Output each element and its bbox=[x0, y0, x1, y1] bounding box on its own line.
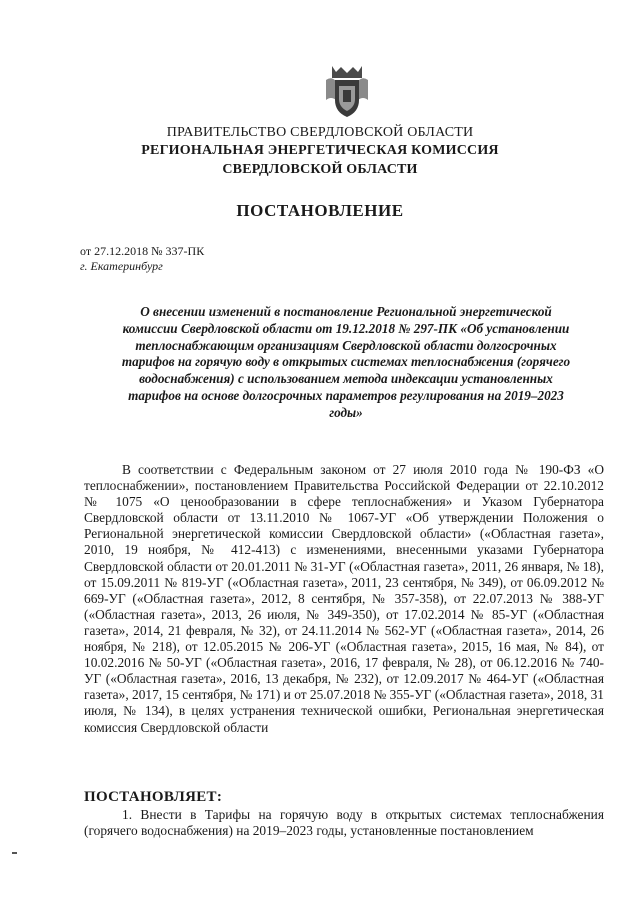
coat-of-arms-emblem bbox=[322, 62, 372, 120]
document-type-title: ПОСТАНОВЛЕНИЕ bbox=[236, 201, 404, 220]
document-city: г. Екатеринбург bbox=[80, 259, 163, 273]
commission-name: РЕГИОНАЛЬНАЯ ЭНЕРГЕТИЧЕСКАЯ КОМИССИЯ bbox=[141, 143, 499, 158]
decree-item-1: 1. Внести в Тарифы на горячую воду в открытых системах теплоснабжения (горячего водоснабжения) на 2019–2023 годы, установленные постановлением bbox=[84, 807, 604, 839]
decree-keyword: ПОСТАНОВЛЯЕТ: bbox=[84, 789, 223, 805]
region-name: СВЕРДЛОВСКОЙ ОБЛАСТИ bbox=[222, 162, 418, 177]
scan-speck bbox=[12, 852, 17, 854]
preamble-paragraph: В соответствии с Федеральным законом от 27 июля 2010 года № 190-ФЗ «О теплоснабжении», постановлением Правительства Российской Федерации от 22.10.2012 № 1075 «О ценообразовании в сфере теплоснабжения» и Указом Губернатора Свердловской области от 13.11.2010 № 1067-УГ «Об утверждении Положения о Региональной энергетической комиссии Свердловской области» («Областная газета», 2010, 19 ноября, № 412-413) с изменениями, внесенными указами Губернатора Свердловской области от 20.01.2011 № 31-УГ («Областная газета», 2011, 26 января, № 18), от 15.09.2011 № 819-УГ («Областная газета», 2011, 23 сентября, № 349), от 06.09.2012 № 669-УГ («Областная газета», 2012, 8 сентября, № 357-358), от 22.07.2013 № 388-УГ («Областная газета», 2013, 26 июля, № 349-350), от 17.02.2014 № 85-УГ («Областная газета», 2014, 21 февраля, № 32), от 24.11.2014 № 562-УГ («Областная газета», 2014, 26 ноября, № 218), от 12.05.2015 № 206-УГ («Областная газета», 2015, 16 мая, № 84), от 10.02.2016 № 50-УГ («Областная газета», 2016, 17 февраля, № 28), от 06.12.2016 № 740-УГ («Областная газета», 2016, 13 декабря, № 232), от 12.09.2017 № 464-УГ («Областная газета», 2017, 15 сентября, № 171) и от 25.07.2018 № 355-УГ («Областная газета», 2018, 31 июля, № 134), в целях устранения технической ошибки, Региональная энергетическая комиссия Свердловской области bbox=[84, 462, 604, 735]
document-subject: О внесении изменений в постановление Региональной энергетической комиссии Свердловской области от 19.12.2018 № 297-ПК «Об установлении теплоснабжающим организациям Свердловской области долгосрочных тарифов на горячую воду в открытых системах теплоснабжения (горячего водоснабжения) с использованием метода индексации установленных тарифов на основе долгосрочных параметров регулирования на 2019–2023 годы» bbox=[121, 304, 571, 420]
government-name: ПРАВИТЕЛЬСТВО СВЕРДЛОВСКОЙ ОБЛАСТИ bbox=[166, 125, 474, 140]
document-date-number: от 27.12.2018 № 337-ПК bbox=[80, 244, 205, 258]
